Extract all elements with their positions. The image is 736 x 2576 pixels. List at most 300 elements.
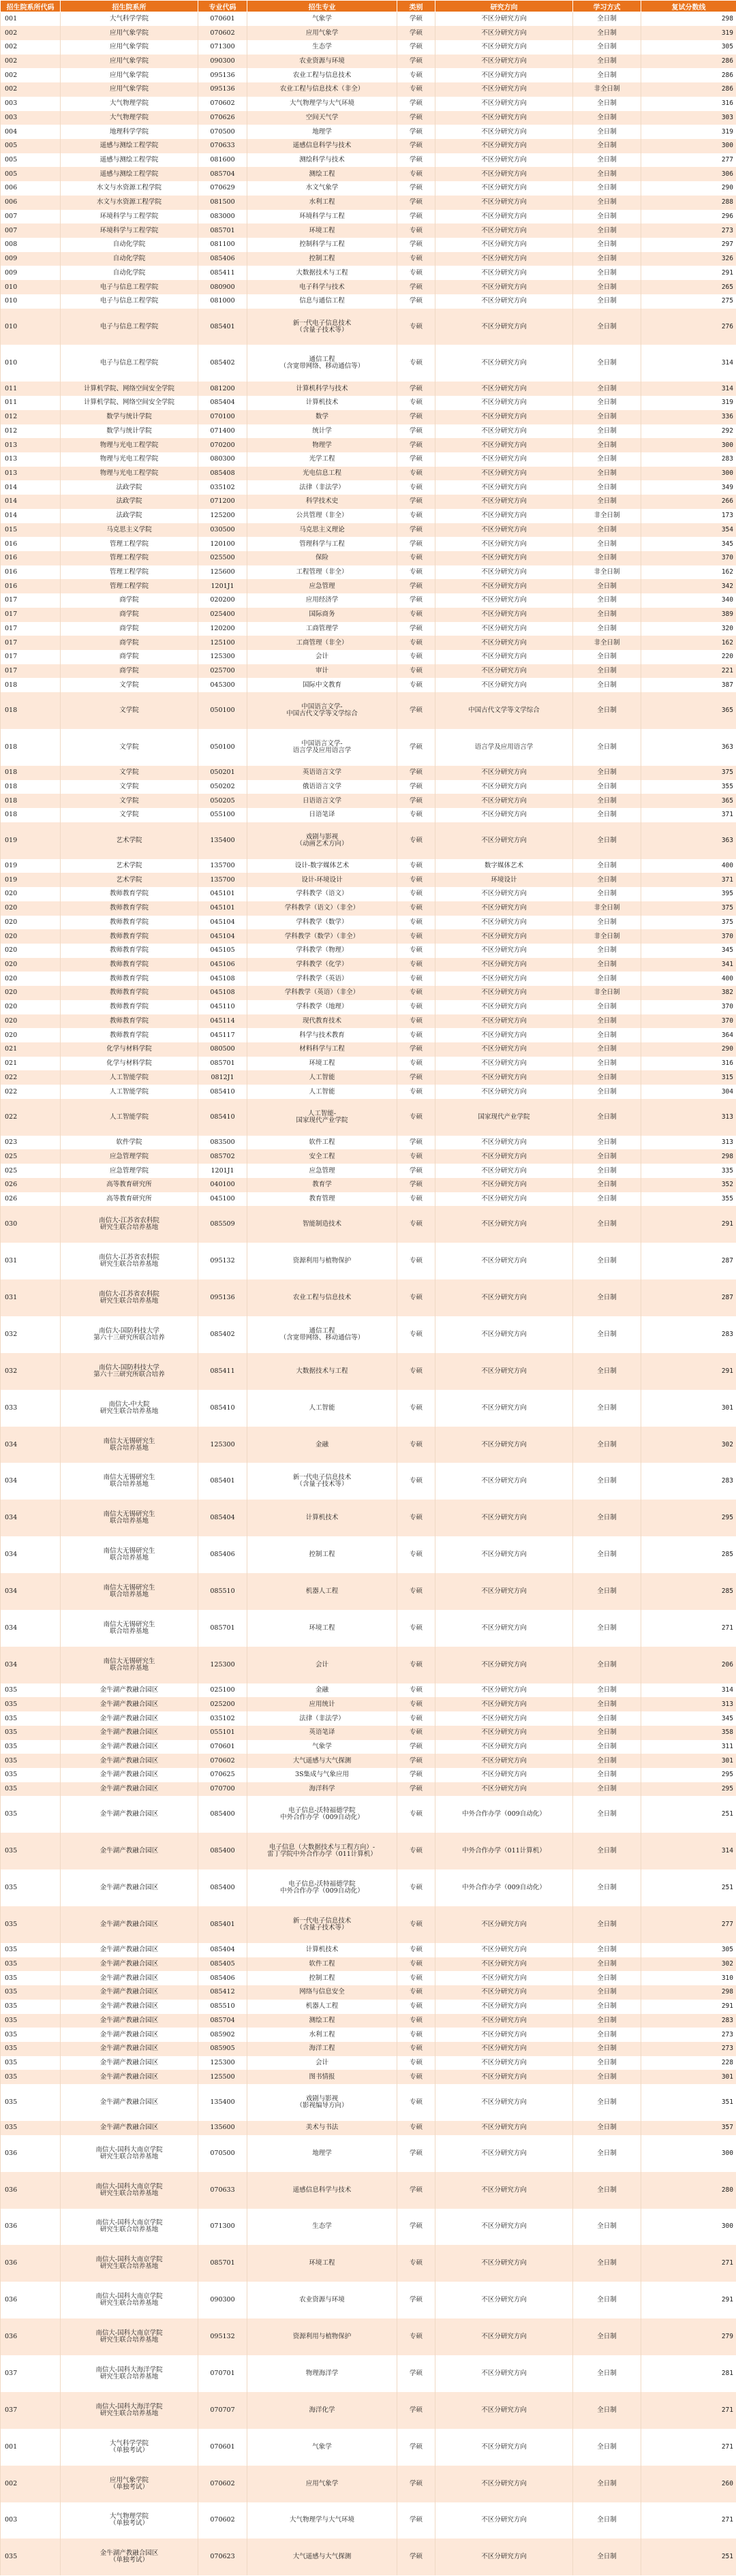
cell-dept: 南信大-国科大海洋学院 研究生联合培养基地 — [61, 2355, 198, 2392]
cell-study-mode: 全日制 — [573, 808, 641, 822]
table-row — [1, 410, 736, 424]
cell-category: 学硕 — [397, 622, 435, 636]
cell-dept-code: 019 — [1, 873, 61, 887]
cell-category: 专硕 — [397, 1000, 435, 1014]
cell-score: 400 — [641, 859, 736, 873]
cell-dept-code: 035 — [1, 1711, 61, 1726]
cell-study-mode: 全日制 — [573, 2318, 641, 2355]
cell-study-mode: 全日制 — [573, 1500, 641, 1536]
cell-major: 空间天气学 — [247, 111, 397, 125]
cell-dept: 大气物理学院 — [61, 97, 198, 111]
table-row — [1, 593, 736, 608]
cell-dept-code: 031 — [1, 1243, 61, 1279]
cell-major: 气象学 — [247, 12, 397, 27]
cell-major-code: 090300 — [198, 55, 247, 69]
cell-study-mode: 全日制 — [573, 2028, 641, 2042]
cell-major-code: 125100 — [198, 636, 247, 650]
table-row — [1, 678, 736, 692]
cell-dept-code: 007 — [1, 210, 61, 224]
cell-score: 316 — [641, 97, 736, 111]
cell-score: 303 — [641, 111, 736, 125]
cell-score: 271 — [641, 2245, 736, 2282]
cell-major: 学科教学（语文）（非全） — [247, 901, 397, 916]
cell-major-code: 085408 — [198, 467, 247, 481]
cell-dept-code: 010 — [1, 309, 61, 345]
cell-dept: 马克思主义学院 — [61, 523, 198, 538]
cell-category: 专硕 — [397, 1726, 435, 1740]
table-row — [1, 636, 736, 650]
cell-dept-code: 033 — [1, 1390, 61, 1427]
cell-dept: 商学院 — [61, 608, 198, 622]
cell-major-code: 125300 — [198, 2056, 247, 2070]
cell-category: 学硕 — [397, 210, 435, 224]
cell-direction: 不区分研究方向 — [435, 2429, 573, 2466]
cell-score: 314 — [641, 1683, 736, 1698]
cell-major-code: 025700 — [198, 664, 247, 679]
table-row — [1, 972, 736, 986]
cell-major: 日语笔译 — [247, 808, 397, 822]
cell-direction: 不区分研究方向 — [435, 2245, 573, 2282]
table-row — [1, 929, 736, 944]
cell-direction: 不区分研究方向 — [435, 901, 573, 916]
table-row — [1, 2539, 736, 2575]
cell-major-code: 070602 — [198, 26, 247, 40]
table-row — [1, 2172, 736, 2209]
cell-direction: 不区分研究方向 — [435, 1782, 573, 1797]
cell-major-code: 085401 — [198, 1906, 247, 1943]
table-row — [1, 1768, 736, 1782]
cell-direction: 不区分研究方向 — [435, 1070, 573, 1085]
cell-study-mode: 全日制 — [573, 1536, 641, 1573]
cell-major: 戏剧与影视 （动画艺术方向） — [247, 822, 397, 859]
cell-dept-code: 037 — [1, 2355, 61, 2392]
cell-direction: 不区分研究方向 — [435, 1906, 573, 1943]
cell-major-code: 070629 — [198, 181, 247, 196]
cell-dept: 法政学院 — [61, 480, 198, 495]
cell-score: 342 — [641, 579, 736, 593]
cell-dept: 应用气象学院 — [61, 55, 198, 69]
cell-dept-code: 017 — [1, 636, 61, 650]
cell-study-mode: 全日制 — [573, 1683, 641, 1698]
table-row — [1, 1971, 736, 1985]
cell-dept: 法政学院 — [61, 509, 198, 523]
table-row — [1, 2042, 736, 2056]
table-row — [1, 887, 736, 901]
cell-score: 286 — [641, 55, 736, 69]
cell-dept-code: 019 — [1, 822, 61, 859]
cell-dept: 物理与光电工程学院 — [61, 452, 198, 467]
cell-dept-code: 034 — [1, 1536, 61, 1573]
cell-dept-code: 006 — [1, 181, 61, 196]
cell-dept-code: 002 — [1, 40, 61, 55]
cell-dept-code: 032 — [1, 1353, 61, 1390]
cell-study-mode: 全日制 — [573, 495, 641, 509]
cell-category: 学硕 — [397, 729, 435, 766]
cell-major: 学科教学（数学）（非全） — [247, 929, 397, 944]
cell-score: 291 — [641, 2000, 736, 2014]
cell-major-code: 055100 — [198, 808, 247, 822]
cell-dept: 教师教育学院 — [61, 986, 198, 1000]
cell-major-code: 070602 — [198, 2502, 247, 2539]
cell-category: 学硕 — [397, 2172, 435, 2209]
cell-direction: 数字媒体艺术 — [435, 859, 573, 873]
cell-dept-code: 003 — [1, 97, 61, 111]
cell-direction: 不区分研究方向 — [435, 678, 573, 692]
cell-major: 英语语言文学 — [247, 766, 397, 780]
cell-major-code: 095132 — [198, 1243, 247, 1279]
cell-study-mode: 全日制 — [573, 1000, 641, 1014]
cell-category: 专硕 — [397, 551, 435, 565]
cell-study-mode: 全日制 — [573, 2172, 641, 2209]
cell-dept-code: 018 — [1, 729, 61, 766]
table-row — [1, 808, 736, 822]
table-row — [1, 1647, 736, 1683]
cell-dept-code: 035 — [1, 1943, 61, 1957]
cell-category: 专硕 — [397, 972, 435, 986]
cell-score: 314 — [641, 345, 736, 382]
cell-score: 400 — [641, 972, 736, 986]
cell-major-code: 045300 — [198, 678, 247, 692]
cell-direction: 不区分研究方向 — [435, 153, 573, 168]
cell-direction: 不区分研究方向 — [435, 2172, 573, 2209]
cell-category: 专硕 — [397, 1085, 435, 1099]
cell-major-code: 125600 — [198, 565, 247, 580]
cell-dept-code: 016 — [1, 565, 61, 580]
cell-dept: 金牛湖产教融合园区 — [61, 2070, 198, 2084]
cell-direction: 不区分研究方向 — [435, 125, 573, 139]
cell-study-mode: 全日制 — [573, 1906, 641, 1943]
cell-direction: 中外合作办学（011计算机） — [435, 1833, 573, 1869]
cell-direction: 不区分研究方向 — [435, 1647, 573, 1683]
cell-dept: 金牛湖产教融合园区 — [61, 1768, 198, 1782]
cell-major: 生态学 — [247, 40, 397, 55]
cell-study-mode: 全日制 — [573, 26, 641, 40]
table-row — [1, 480, 736, 495]
cell-score: 295 — [641, 1768, 736, 1782]
cell-score: 295 — [641, 1500, 736, 1536]
cell-major: 机器人工程 — [247, 2000, 397, 2014]
table-row — [1, 2466, 736, 2502]
cell-dept: 南信大无锡研究生 联合培养基地 — [61, 1500, 198, 1536]
table-row — [1, 2014, 736, 2028]
cell-study-mode: 全日制 — [573, 55, 641, 69]
cell-major: 电子信息-沃特福德学院 中外合作办学（009自动化） — [247, 1869, 397, 1906]
cell-major: 农业资源与环境 — [247, 2282, 397, 2318]
table-row — [1, 1463, 736, 1500]
cell-direction: 不区分研究方向 — [435, 382, 573, 396]
cell-major-code: 025400 — [198, 608, 247, 622]
cell-dept: 教师教育学院 — [61, 944, 198, 958]
cell-major: 设计-环境设计 — [247, 873, 397, 887]
cell-dept-code: 034 — [1, 1573, 61, 1610]
table-row — [1, 579, 736, 593]
cell-score: 292 — [641, 424, 736, 439]
cell-dept-code: 035 — [1, 1740, 61, 1754]
cell-category: 学硕 — [397, 1136, 435, 1150]
cell-category: 学硕 — [397, 1070, 435, 1085]
cell-direction: 不区分研究方向 — [435, 2392, 573, 2429]
cell-category: 专硕 — [397, 1353, 435, 1390]
cell-major: 设计-数字媒体艺术 — [247, 859, 397, 873]
table-row — [1, 551, 736, 565]
cell-category: 专硕 — [397, 944, 435, 958]
cell-category: 学硕 — [397, 196, 435, 210]
cell-score: 389 — [641, 608, 736, 622]
cell-dept: 遥感与测绘工程学院 — [61, 139, 198, 153]
cell-major: 金融 — [247, 1683, 397, 1698]
table-row — [1, 2502, 736, 2539]
cell-dept: 金牛湖产教融合园区 — [61, 1943, 198, 1957]
cell-direction: 不区分研究方向 — [435, 565, 573, 580]
cell-direction: 不区分研究方向 — [435, 280, 573, 294]
cell-study-mode: 全日制 — [573, 2070, 641, 2084]
cell-study-mode: 全日制 — [573, 1042, 641, 1057]
cell-major-code: 045108 — [198, 986, 247, 1000]
cell-major: 新一代电子信息技术 （含量子技术等） — [247, 309, 397, 345]
table-body — [1, 12, 736, 2576]
cell-study-mode: 全日制 — [573, 650, 641, 664]
cell-major: 气象学 — [247, 2429, 397, 2466]
cell-major: 环境工程 — [247, 223, 397, 238]
cell-direction: 不区分研究方向 — [435, 593, 573, 608]
cell-direction: 不区分研究方向 — [435, 111, 573, 125]
table-row — [1, 467, 736, 481]
cell-major: 保险 — [247, 551, 397, 565]
cell-major-code: 125500 — [198, 2070, 247, 2084]
cell-dept: 金牛湖产教融合园区 — [61, 2014, 198, 2028]
cell-dept: 金牛湖产教融合园区 — [61, 2042, 198, 2056]
cell-study-mode: 全日制 — [573, 40, 641, 55]
cell-score: 300 — [641, 139, 736, 153]
cell-study-mode: 全日制 — [573, 1192, 641, 1207]
header-dept: 招生院系所 — [61, 1, 198, 12]
cell-direction: 不区分研究方向 — [435, 1697, 573, 1711]
cell-category: 学硕 — [397, 579, 435, 593]
table-row — [1, 125, 736, 139]
cell-dept: 教师教育学院 — [61, 972, 198, 986]
cell-major: 测绘工程 — [247, 2014, 397, 2028]
table-row — [1, 1057, 736, 1071]
cell-study-mode: 全日制 — [573, 2209, 641, 2246]
cell-score: 265 — [641, 280, 736, 294]
cell-score: 314 — [641, 1833, 736, 1869]
cell-dept: 教师教育学院 — [61, 958, 198, 972]
cell-dept: 应用气象学院 — [61, 26, 198, 40]
cell-score: 306 — [641, 167, 736, 181]
cell-category: 专硕 — [397, 1500, 435, 1536]
cell-score: 266 — [641, 495, 736, 509]
cell-major: 法律（非法学） — [247, 480, 397, 495]
cell-study-mode: 全日制 — [573, 1768, 641, 1782]
cell-category: 学硕 — [397, 438, 435, 452]
cell-dept: 化学与材料学院 — [61, 1057, 198, 1071]
cell-category: 专硕 — [397, 808, 435, 822]
cell-dept: 金牛湖产教融合园区 — [61, 1726, 198, 1740]
cell-major-code: 083500 — [198, 1136, 247, 1150]
cell-dept: 水文与水资源工程学院 — [61, 196, 198, 210]
cell-study-mode: 非全日制 — [573, 509, 641, 523]
cell-study-mode: 全日制 — [573, 2466, 641, 2502]
table-row — [1, 97, 736, 111]
cell-direction: 不区分研究方向 — [435, 1028, 573, 1042]
cell-category: 学硕 — [397, 593, 435, 608]
cell-score: 283 — [641, 2014, 736, 2028]
cell-major-code: 070602 — [198, 2466, 247, 2502]
cell-major-code: 085404 — [198, 1943, 247, 1957]
cell-study-mode: 全日制 — [573, 1869, 641, 1906]
cell-score: 370 — [641, 551, 736, 565]
table-row — [1, 181, 736, 196]
cell-dept-code: 022 — [1, 1070, 61, 1085]
cell-score: 395 — [641, 887, 736, 901]
cell-major: 应用统计 — [247, 1697, 397, 1711]
cell-dept: 金牛湖产教融合园区 （单独考试） — [61, 2539, 198, 2575]
cell-study-mode: 全日制 — [573, 196, 641, 210]
table-row — [1, 944, 736, 958]
cell-direction: 不区分研究方向 — [435, 252, 573, 266]
cell-score: 313 — [641, 1697, 736, 1711]
cell-direction: 不区分研究方向 — [435, 167, 573, 181]
cell-dept: 南信大-江苏省农科院 研究生联合培养基地 — [61, 1206, 198, 1243]
cell-direction: 不区分研究方向 — [435, 2135, 573, 2172]
cell-major: 会计 — [247, 650, 397, 664]
cell-category: 专硕 — [397, 678, 435, 692]
cell-study-mode: 非全日制 — [573, 636, 641, 650]
cell-dept-code: 036 — [1, 2172, 61, 2209]
cell-major-code: 050201 — [198, 766, 247, 780]
cell-study-mode: 全日制 — [573, 125, 641, 139]
cell-dept-code: 005 — [1, 167, 61, 181]
cell-score: 277 — [641, 153, 736, 168]
cell-category: 学硕 — [397, 523, 435, 538]
table-row — [1, 1943, 736, 1957]
table-row — [1, 622, 736, 636]
cell-dept: 南信大无锡研究生 联合培养基地 — [61, 1573, 198, 1610]
cell-major-code: 055101 — [198, 1726, 247, 1740]
table-row — [1, 280, 736, 294]
cell-dept-code: 035 — [1, 1683, 61, 1698]
cell-dept-code: 010 — [1, 280, 61, 294]
cell-dept: 南信大-国科大南京学院 研究生联合培养基地 — [61, 2172, 198, 2209]
cell-major: 资源利用与植物保护 — [247, 1243, 397, 1279]
cell-major-code: 025200 — [198, 1697, 247, 1711]
cell-direction: 不区分研究方向 — [435, 1943, 573, 1957]
cell-major: 大气遥感与大气探测 — [247, 2539, 397, 2575]
cell-direction: 不区分研究方向 — [435, 1164, 573, 1178]
cell-category: 专硕 — [397, 1014, 435, 1029]
cell-study-mode: 全日制 — [573, 280, 641, 294]
cell-major: 审计 — [247, 664, 397, 679]
cell-dept-code: 020 — [1, 972, 61, 986]
cell-dept: 管理工程学院 — [61, 565, 198, 580]
cell-dept: 南信大无锡研究生 联合培养基地 — [61, 1647, 198, 1683]
cell-study-mode: 全日制 — [573, 537, 641, 551]
cell-direction: 不区分研究方向 — [435, 294, 573, 309]
cell-study-mode: 全日制 — [573, 1014, 641, 1029]
cell-score: 271 — [641, 1610, 736, 1647]
cell-major: 国际商务 — [247, 608, 397, 622]
cell-direction: 不区分研究方向 — [435, 480, 573, 495]
table-row — [1, 1136, 736, 1150]
cell-score: 206 — [641, 1647, 736, 1683]
cell-category: 专硕 — [397, 68, 435, 82]
cell-major: 通信工程 （含宽带网络、移动通信等） — [247, 1316, 397, 1353]
cell-dept: 南信大-国科大南京学院 研究生联合培养基地 — [61, 2245, 198, 2282]
cell-dept-code: 020 — [1, 887, 61, 901]
cell-dept-code: 005 — [1, 153, 61, 168]
cell-category: 学硕 — [397, 2355, 435, 2392]
cell-dept: 南信大-江苏省农科院 研究生联合培养基地 — [61, 1279, 198, 1316]
cell-major: 日语语言文学 — [247, 794, 397, 808]
cell-category: 学硕 — [397, 766, 435, 780]
cell-major: 应用气象学 — [247, 26, 397, 40]
cell-category: 学硕 — [397, 55, 435, 69]
cell-score: 375 — [641, 766, 736, 780]
cell-major: 电子信息（大数据技术与工程方向）- 雷丁学院中外合作办学（011计算机） — [247, 1833, 397, 1869]
cell-direction: 不区分研究方向 — [435, 309, 573, 345]
cell-dept: 教师教育学院 — [61, 1028, 198, 1042]
cell-dept-code: 022 — [1, 1099, 61, 1136]
cell-direction: 不区分研究方向 — [435, 1957, 573, 1972]
cell-category: 专硕 — [397, 82, 435, 97]
cell-dept: 管理工程学院 — [61, 579, 198, 593]
cell-score: 300 — [641, 467, 736, 481]
cell-major-code: 085509 — [198, 1206, 247, 1243]
cell-major-code: 085410 — [198, 1390, 247, 1427]
cell-major: 农业工程与信息技术 — [247, 1279, 397, 1316]
table-row — [1, 1573, 736, 1610]
cell-major-code: 070707 — [198, 2392, 247, 2429]
cell-dept: 应用气象学院 — [61, 68, 198, 82]
cell-study-mode: 全日制 — [573, 266, 641, 280]
cell-dept: 遥感与测绘工程学院 — [61, 153, 198, 168]
cell-direction: 不区分研究方向 — [435, 551, 573, 565]
cell-dept-code: 035 — [1, 2028, 61, 2042]
cell-direction: 不区分研究方向 — [435, 1573, 573, 1610]
cell-study-mode: 全日制 — [573, 410, 641, 424]
table-row — [1, 396, 736, 410]
cell-study-mode: 全日制 — [573, 593, 641, 608]
table-row — [1, 438, 736, 452]
cell-score: 355 — [641, 780, 736, 794]
cell-major-code: 085411 — [198, 1353, 247, 1390]
cell-major-code: 085405 — [198, 1957, 247, 1972]
cell-category: 专硕 — [397, 2245, 435, 2282]
cell-major: 遥感信息科学与技术 — [247, 2172, 397, 2209]
cell-direction: 不区分研究方向 — [435, 794, 573, 808]
cell-direction: 不区分研究方向 — [435, 1427, 573, 1463]
cell-study-mode: 全日制 — [573, 2355, 641, 2392]
cell-score: 365 — [641, 692, 736, 729]
cell-dept: 南信大-国科大南京学院 研究生联合培养基地 — [61, 2282, 198, 2318]
cell-category: 专硕 — [397, 901, 435, 916]
cell-category: 专硕 — [397, 1796, 435, 1833]
cell-dept-code: 017 — [1, 650, 61, 664]
cell-major: 大数据技术与工程 — [247, 266, 397, 280]
cell-study-mode: 全日制 — [573, 692, 641, 729]
cell-direction: 不区分研究方向 — [435, 650, 573, 664]
cell-dept: 商学院 — [61, 593, 198, 608]
cell-major-code: 125300 — [198, 650, 247, 664]
cell-score: 316 — [641, 1057, 736, 1071]
cell-dept-code: 034 — [1, 1463, 61, 1500]
cell-study-mode: 全日制 — [573, 1316, 641, 1353]
cell-direction: 不区分研究方向 — [435, 438, 573, 452]
table-row — [1, 68, 736, 82]
cell-major: 美术与书法 — [247, 2121, 397, 2135]
cell-study-mode: 非全日制 — [573, 565, 641, 580]
cell-score: 311 — [641, 1740, 736, 1754]
